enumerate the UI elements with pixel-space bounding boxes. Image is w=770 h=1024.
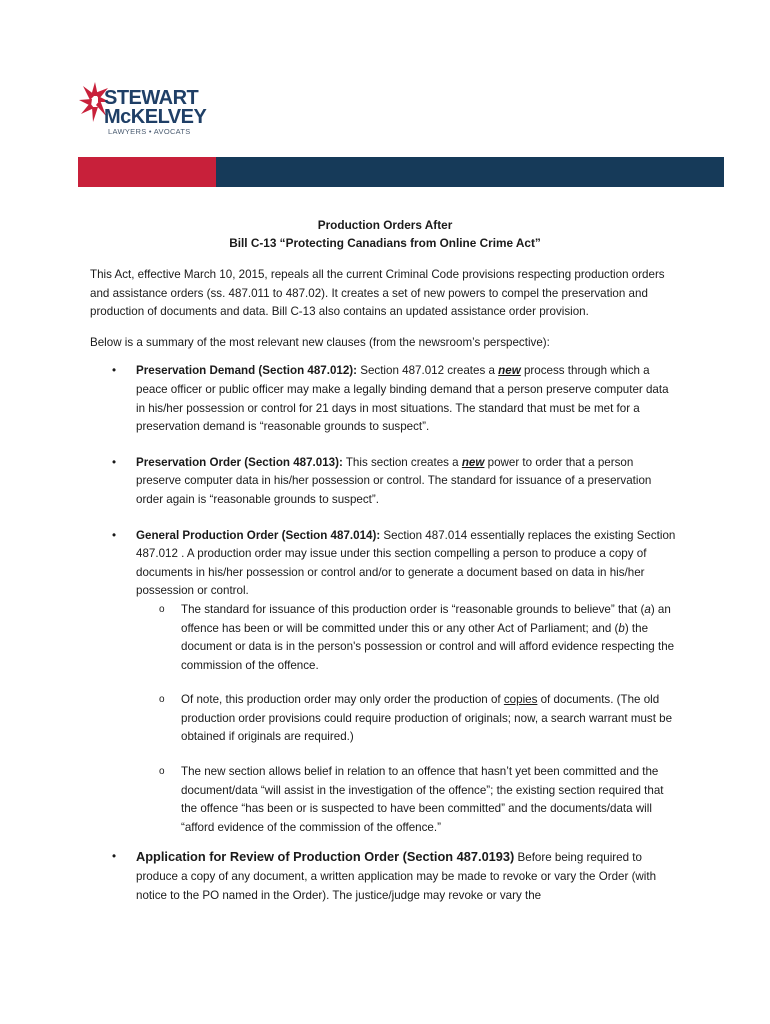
bullet-icon: • [112, 850, 117, 864]
banner-red-segment [78, 157, 216, 187]
sub-point-text: of documents. (The old production order provisions could require production of originals; now, a search warrant must be obtained if originals are required.) [181, 693, 673, 744]
clause-heading: Preservation Demand (Section 487.012): [136, 364, 358, 378]
sub-point-copies [136, 691, 680, 747]
clause-text: This section creates a [342, 455, 462, 469]
bullet-icon: • [112, 455, 117, 469]
clause-heading: Preservation Order (Section 487.013): [136, 455, 343, 469]
clause-text: power to order that a person preserve computer data in his/her possession or control. The standard for issuance of a preservation order again is “reasonable grounds to suspect”. [136, 455, 652, 506]
list-item-preservation-order [90, 454, 680, 510]
sub-point-list [136, 601, 680, 838]
sub-point-text: ) an offence has been or will be committed under this or any other Act of Parliament; and ( [181, 602, 671, 635]
sub-point-standard [136, 601, 680, 675]
document-title [90, 216, 680, 252]
clause-text: process through which a peace officer or public officer may make a legally binding demand that a person preserve computer data in his/her possession or control for 21 days in most situations. The standard that must be met for a preservation demand is “reasonable grounds to suspect”. [136, 364, 669, 434]
sub-point-italic: b [618, 621, 625, 635]
header-banner [78, 157, 724, 187]
emphasis-new: new [461, 455, 485, 469]
firm-logo [78, 80, 218, 140]
sub-point-italic: a [644, 602, 651, 616]
clause-text: Section 487.014 essentially replaces the existing Section 487.012 . A production order may issue under this section compelling a person to produce a copy of documents in his/her possession or control and/or to generate a document based on data in his/her possession or control. [136, 528, 676, 598]
title-line-2: Bill C-13 “Protecting Canadians from Online Crime Act” [229, 236, 541, 250]
circle-bullet-icon: o [159, 766, 165, 778]
clause-heading: Application for Review of Production Order (Section 487.0193) [136, 849, 515, 865]
logo-wordmark-line2: McKELVEY [104, 106, 207, 128]
banner-navy-segment [216, 157, 724, 187]
list-item-general-production-order [90, 527, 680, 838]
clause-text: Before being required to produce a copy of any document, a written application may be made to revoke or vary the Order (with notice to the PO named in the Order). The justice/judge may revoke or vary the [136, 851, 657, 902]
circle-bullet-icon: o [159, 603, 165, 615]
logo-tagline: LAWYERS • AVOCATS [108, 127, 191, 136]
sub-point-text: Of note, this production order may only order the production of [181, 693, 504, 707]
title-line-1: Production Orders After [317, 218, 453, 232]
list-item-preservation-demand [90, 362, 680, 436]
sub-point-text: ) the document or data is in the person's possession or control and will afford evidence respecting the commission of the offence. [181, 621, 675, 672]
clause-heading: General Production Order (Section 487.014): [136, 528, 381, 542]
sub-point-text: The new section allows belief in relation to an offence that hasn’t yet been committed and the document/data “will assist in the investigation of the offence”; the existing section required that the offence “has been or is suspected to have been committed” and the documents/data will “afford evidence of the commission of the offence.” [181, 765, 664, 834]
bullet-icon: • [112, 528, 117, 542]
emphasis-new: new [498, 364, 521, 378]
sub-point-text: The standard for issuance of this production order is “reasonable grounds to believe” that ( [181, 602, 645, 616]
clause-text: Section 487.012 creates a [357, 364, 499, 378]
logo-wordmark-line1: STEWART [104, 87, 199, 109]
summary-paragraph: Below is a summary of the most relevant new clauses (from the newsroom’s perspective): [90, 335, 550, 349]
circle-bullet-icon: o [159, 694, 165, 706]
list-item-application-for-review [90, 848, 680, 905]
clause-list [90, 362, 680, 905]
sub-point-belief [136, 763, 680, 837]
bullet-icon: • [112, 364, 117, 378]
intro-paragraph: This Act, effective March 10, 2015, repeals all the current Criminal Code provisions respecting production orders and assistance orders (ss. 487.011 to 487.02). It creates a set of new powers to compel the preservation and production of documents and data. Bill C-13 also contains an updated assistance order provision. [90, 268, 665, 319]
document-body [90, 216, 680, 922]
underlined-copies: copies [503, 693, 538, 707]
